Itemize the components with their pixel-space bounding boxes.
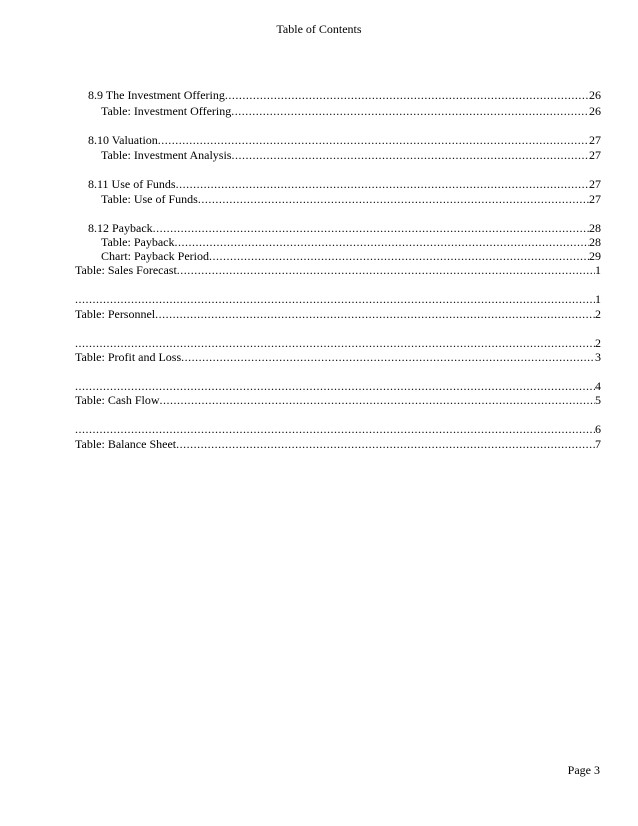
page-header-title: Table of Contents xyxy=(276,22,362,36)
dot-leader xyxy=(174,235,589,249)
toc-entry[interactable] xyxy=(101,104,601,118)
toc-entry-page: 26 xyxy=(589,104,601,118)
toc-entry-label: Chart: Payback Period xyxy=(101,249,209,263)
toc-entry-page: 27 xyxy=(589,133,601,147)
toc-entry[interactable] xyxy=(101,148,601,162)
toc-entry-label: Table: Sales Forecast xyxy=(75,263,177,277)
toc-entry[interactable] xyxy=(75,437,601,451)
toc-entry-page: 7 xyxy=(595,437,601,451)
toc-entry[interactable] xyxy=(75,379,601,393)
toc-entry-page: 5 xyxy=(595,393,601,407)
page-number: Page 3 xyxy=(567,763,600,777)
dot-leader xyxy=(231,104,589,118)
dot-leader xyxy=(75,292,595,306)
toc-entry[interactable] xyxy=(88,221,601,235)
dot-leader xyxy=(158,133,589,147)
toc-entry-page: 26 xyxy=(589,88,601,102)
toc-entry-label: Table: Investment Analysis xyxy=(101,148,232,162)
toc-entry[interactable] xyxy=(75,307,601,321)
toc-entry-page: 4 xyxy=(595,379,601,393)
toc-entry[interactable] xyxy=(75,422,601,436)
toc-entry-label: Table: Use of Funds xyxy=(101,192,198,206)
toc-entry[interactable] xyxy=(88,177,601,191)
toc-entry[interactable] xyxy=(75,350,601,364)
toc-entry-page: 28 xyxy=(589,221,601,235)
toc-entry-page: 6 xyxy=(595,422,601,436)
toc-entry[interactable] xyxy=(101,249,601,263)
dot-leader xyxy=(209,249,589,263)
toc-entry-label: Table: Personnel xyxy=(75,307,156,321)
toc-entry-label: Table: Investment Offering xyxy=(101,104,232,118)
dot-leader xyxy=(231,148,589,162)
toc-entry[interactable] xyxy=(88,88,601,102)
toc-entry-page: 1 xyxy=(595,263,601,277)
toc-entry-page: 2 xyxy=(595,336,601,350)
toc-entry[interactable] xyxy=(88,133,601,147)
dot-leader xyxy=(75,422,595,436)
toc-entry[interactable] xyxy=(75,336,601,350)
dot-leader xyxy=(198,192,589,206)
toc-entry-page: 28 xyxy=(589,235,601,249)
toc-entry-label: 8.11 Use of Funds xyxy=(88,177,176,191)
toc-entry-label: 8.9 The Investment Offering xyxy=(88,88,225,102)
dot-leader xyxy=(176,437,595,451)
dot-leader xyxy=(181,350,595,364)
toc-entry-page: 27 xyxy=(589,177,601,191)
toc-entry-label: 8.10 Valuation xyxy=(88,133,158,147)
toc-entry-label: Table: Cash Flow xyxy=(75,393,160,407)
toc-entry[interactable] xyxy=(101,235,601,249)
toc-entry-page: 27 xyxy=(589,192,601,206)
toc-entry[interactable] xyxy=(75,263,601,277)
toc-entry-label: Table: Profit and Loss xyxy=(75,350,182,364)
toc-entry[interactable] xyxy=(75,292,601,306)
toc-entry-page: 2 xyxy=(595,307,601,321)
toc-entry-page: 29 xyxy=(589,249,601,263)
dot-leader xyxy=(155,307,595,321)
toc-entry-page: 1 xyxy=(595,292,601,306)
dot-leader xyxy=(75,336,595,350)
toc-entry[interactable] xyxy=(75,393,601,407)
toc-entry-label: Table: Balance Sheet xyxy=(75,437,177,451)
dot-leader xyxy=(176,177,589,191)
dot-leader xyxy=(75,379,595,393)
dot-leader xyxy=(160,393,596,407)
toc-entry-label: Table: Payback xyxy=(101,235,175,249)
toc-entry-page: 27 xyxy=(589,148,601,162)
dot-leader xyxy=(153,221,589,235)
dot-leader xyxy=(177,263,595,277)
toc-entry-label: 8.12 Payback xyxy=(88,221,153,235)
dot-leader xyxy=(225,88,589,102)
toc-entry-page: 3 xyxy=(595,350,601,364)
toc-entry[interactable] xyxy=(101,192,601,206)
